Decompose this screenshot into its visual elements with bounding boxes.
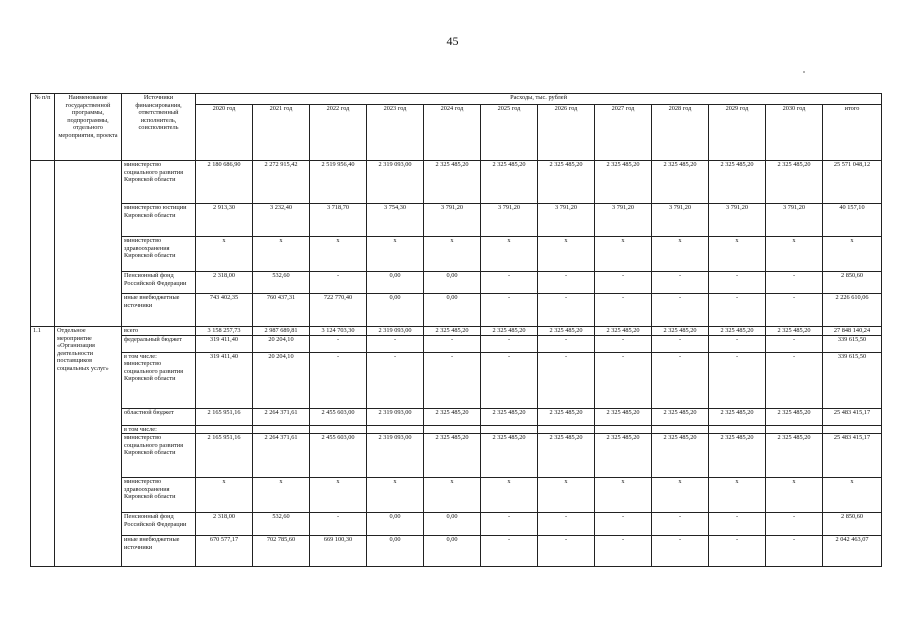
value-cell: 2 272 915,42 <box>253 161 310 204</box>
value-cell: х <box>196 237 253 272</box>
funding-source-cell: министерство здравоохранения Кировской области <box>122 478 196 513</box>
header-year: 2025 год <box>481 105 538 161</box>
funding-source-cell: в том числе: министерство социального развития Кировской области <box>122 352 196 408</box>
value-cell: х <box>481 478 538 513</box>
value-cell: 20 204,10 <box>253 335 310 352</box>
value-cell: - <box>595 352 652 408</box>
funding-source-cell: иные внебюджетные источники <box>122 294 196 327</box>
value-cell: 2 319 093,00 <box>367 434 424 478</box>
value-cell: - <box>310 513 367 536</box>
value-cell: 3 791,20 <box>424 204 481 237</box>
value-cell: - <box>310 335 367 352</box>
value-cell: 3 754,30 <box>367 204 424 237</box>
value-cell: - <box>709 335 766 352</box>
value-cell: - <box>709 513 766 536</box>
value-cell: 3 158 257,73 <box>196 327 253 336</box>
value-cell <box>367 425 424 434</box>
value-cell: х <box>652 237 709 272</box>
page-number: 45 <box>446 34 459 48</box>
value-cell <box>823 425 882 434</box>
value-cell <box>538 425 595 434</box>
value-cell: 27 848 140,24 <box>823 327 882 336</box>
funding-source-cell: Пенсионный фонд Российской Федерации <box>122 513 196 536</box>
value-cell: х <box>310 237 367 272</box>
value-cell: - <box>481 536 538 567</box>
value-cell <box>196 425 253 434</box>
value-cell <box>424 425 481 434</box>
value-cell: 3 791,20 <box>652 204 709 237</box>
value-cell: - <box>766 335 823 352</box>
value-cell: 339 615,50 <box>823 335 882 352</box>
value-cell: 2 913,30 <box>196 204 253 237</box>
value-cell: - <box>595 272 652 294</box>
value-cell: 25 571 048,12 <box>823 161 882 204</box>
value-cell: 2 325 485,20 <box>481 408 538 425</box>
value-cell: 2 325 485,20 <box>595 408 652 425</box>
value-cell <box>253 425 310 434</box>
value-cell <box>652 425 709 434</box>
value-cell: 2 325 485,20 <box>652 434 709 478</box>
value-cell: 2 226 610,06 <box>823 294 882 327</box>
value-cell: 532,60 <box>253 513 310 536</box>
scan-dot <box>803 71 805 73</box>
value-cell: 40 157,10 <box>823 204 882 237</box>
value-cell: 0,00 <box>424 294 481 327</box>
value-cell: 2 325 485,20 <box>538 161 595 204</box>
value-cell: х <box>253 478 310 513</box>
value-cell: - <box>709 352 766 408</box>
funding-source-cell: Пенсионный фонд Российской Федерации <box>122 272 196 294</box>
value-cell: 2 165 951,16 <box>196 434 253 478</box>
value-cell: 2 319 093,00 <box>367 408 424 425</box>
header-year: 2029 год <box>709 105 766 161</box>
value-cell: 2 325 485,20 <box>538 408 595 425</box>
value-cell: 2 264 371,61 <box>253 434 310 478</box>
value-cell: 25 483 415,17 <box>823 434 882 478</box>
value-cell <box>766 425 823 434</box>
value-cell: 0,00 <box>367 536 424 567</box>
value-cell: 760 437,31 <box>253 294 310 327</box>
value-cell: 2 325 485,20 <box>766 327 823 336</box>
value-cell: 0,00 <box>367 513 424 536</box>
funding-source-cell: министерство социального развития Кировской области <box>122 161 196 204</box>
value-cell: - <box>481 272 538 294</box>
value-cell: 2 325 485,20 <box>424 161 481 204</box>
value-cell: 2 264 371,61 <box>253 408 310 425</box>
value-cell: - <box>424 335 481 352</box>
header-expenses: Расходы, тыс. рублей <box>196 94 882 105</box>
funding-source-cell: иные внебюджетные источники <box>122 536 196 567</box>
value-cell: 532,60 <box>253 272 310 294</box>
value-cell: 0,00 <box>367 294 424 327</box>
header-year: 2027 год <box>595 105 652 161</box>
value-cell: - <box>766 536 823 567</box>
funding-source-cell: в том числе: <box>122 425 196 434</box>
value-cell: 670 577,17 <box>196 536 253 567</box>
value-cell: х <box>481 237 538 272</box>
value-cell: 2 325 485,20 <box>595 434 652 478</box>
value-cell: - <box>595 513 652 536</box>
value-cell: 2 325 485,20 <box>709 327 766 336</box>
value-cell: 2 325 485,20 <box>652 408 709 425</box>
row-number-cell <box>31 161 55 327</box>
value-cell: х <box>766 237 823 272</box>
value-cell: 25 483 415,17 <box>823 408 882 425</box>
table-row <box>31 536 882 567</box>
value-cell: 2 325 485,20 <box>766 434 823 478</box>
value-cell: 0,00 <box>424 513 481 536</box>
value-cell: - <box>766 513 823 536</box>
header-name: Наименование государственной программы, подпрограммы, отдельного мероприятия, проекта <box>55 94 122 161</box>
value-cell: 669 100,30 <box>310 536 367 567</box>
value-cell: х <box>196 478 253 513</box>
header-year: 2021 год <box>253 105 310 161</box>
value-cell: 2 325 485,20 <box>595 161 652 204</box>
table-row <box>31 513 882 536</box>
value-cell: - <box>538 536 595 567</box>
value-cell: 0,00 <box>367 272 424 294</box>
value-cell: 2 325 485,20 <box>709 408 766 425</box>
header-num: № п/п <box>31 94 55 161</box>
value-cell: 0,00 <box>424 536 481 567</box>
value-cell: х <box>538 237 595 272</box>
value-cell: 2 180 686,90 <box>196 161 253 204</box>
value-cell: 2 325 485,20 <box>709 161 766 204</box>
header-year: 2026 год <box>538 105 595 161</box>
value-cell: 2 325 485,20 <box>481 327 538 336</box>
header-year: 2030 год <box>766 105 823 161</box>
value-cell: х <box>823 237 882 272</box>
value-cell: - <box>652 335 709 352</box>
value-cell: - <box>595 294 652 327</box>
header-year: 2022 год <box>310 105 367 161</box>
budget-table <box>30 93 882 567</box>
value-cell: 2 319 093,00 <box>367 327 424 336</box>
value-cell: х <box>253 237 310 272</box>
value-cell: - <box>595 335 652 352</box>
value-cell: - <box>652 294 709 327</box>
value-cell: - <box>709 294 766 327</box>
header-year: 2024 год <box>424 105 481 161</box>
funding-source-cell: всего <box>122 327 196 336</box>
value-cell: 3 232,40 <box>253 204 310 237</box>
value-cell: - <box>652 536 709 567</box>
header-year: 2028 год <box>652 105 709 161</box>
value-cell: 3 791,20 <box>709 204 766 237</box>
header-year: 2023 год <box>367 105 424 161</box>
value-cell: 3 791,20 <box>538 204 595 237</box>
table-row <box>31 294 882 327</box>
value-cell: 2 850,60 <box>823 272 882 294</box>
value-cell: - <box>538 294 595 327</box>
table-row <box>31 434 882 478</box>
value-cell: 2 325 485,20 <box>652 327 709 336</box>
value-cell: 722 770,40 <box>310 294 367 327</box>
value-cell: - <box>709 272 766 294</box>
value-cell: - <box>652 352 709 408</box>
value-cell: х <box>424 478 481 513</box>
value-cell: 702 785,60 <box>253 536 310 567</box>
value-cell: 2 165 951,16 <box>196 408 253 425</box>
value-cell: 2 850,60 <box>823 513 882 536</box>
value-cell: 2 325 485,20 <box>481 161 538 204</box>
row-name-cell: Отдельное мероприятие «Организация деятельности поставщиков социальных услуг» <box>55 327 122 567</box>
value-cell: х <box>595 237 652 272</box>
header-source: Источники финансирования, ответственный исполнитель, соисполнитель <box>122 94 196 161</box>
value-cell: 2 318,00 <box>196 513 253 536</box>
value-cell: 3 791,20 <box>481 204 538 237</box>
value-cell: - <box>310 352 367 408</box>
value-cell: х <box>652 478 709 513</box>
value-cell: 3 791,20 <box>595 204 652 237</box>
table-row <box>31 327 882 336</box>
value-cell: - <box>538 352 595 408</box>
value-cell: 2 325 485,20 <box>595 327 652 336</box>
value-cell: 339 615,50 <box>823 352 882 408</box>
value-cell: 2 519 956,40 <box>310 161 367 204</box>
value-cell: 2 987 689,81 <box>253 327 310 336</box>
value-cell: 2 042 463,07 <box>823 536 882 567</box>
table-row <box>31 478 882 513</box>
value-cell: 2 325 485,20 <box>538 327 595 336</box>
value-cell: 2 325 485,20 <box>424 434 481 478</box>
funding-source-cell: федеральный бюджет <box>122 335 196 352</box>
value-cell: х <box>310 478 367 513</box>
value-cell: 2 325 485,20 <box>652 161 709 204</box>
value-cell: 2 325 485,20 <box>424 408 481 425</box>
funding-source-cell: министерство здравоохранения Кировской области <box>122 237 196 272</box>
table-row <box>31 335 882 352</box>
table-row <box>31 237 882 272</box>
value-cell: 3 124 703,30 <box>310 327 367 336</box>
value-cell <box>310 425 367 434</box>
value-cell: - <box>766 272 823 294</box>
value-cell: 2 325 485,20 <box>766 161 823 204</box>
value-cell: х <box>367 478 424 513</box>
value-cell: - <box>310 272 367 294</box>
value-cell: - <box>595 536 652 567</box>
value-cell: 2 325 485,20 <box>766 408 823 425</box>
value-cell: х <box>709 237 766 272</box>
value-cell: - <box>481 513 538 536</box>
value-cell: - <box>709 536 766 567</box>
table-row <box>31 425 882 434</box>
value-cell: 743 402,35 <box>196 294 253 327</box>
value-cell: - <box>424 352 481 408</box>
table-row <box>31 352 882 408</box>
value-cell: - <box>481 294 538 327</box>
funding-source-cell: областной бюджет <box>122 408 196 425</box>
funding-source-cell: министерство юстиции Кировской области <box>122 204 196 237</box>
value-cell <box>709 425 766 434</box>
value-cell: - <box>481 352 538 408</box>
value-cell: - <box>766 352 823 408</box>
value-cell: 0,00 <box>424 272 481 294</box>
value-cell: 2 325 485,20 <box>481 434 538 478</box>
value-cell: 2 455 603,00 <box>310 434 367 478</box>
value-cell: - <box>367 335 424 352</box>
value-cell: х <box>709 478 766 513</box>
value-cell: х <box>538 478 595 513</box>
value-cell: 3 718,70 <box>310 204 367 237</box>
value-cell <box>481 425 538 434</box>
table-row <box>31 204 882 237</box>
value-cell: 319 411,40 <box>196 352 253 408</box>
value-cell: - <box>538 272 595 294</box>
value-cell: 2 318,00 <box>196 272 253 294</box>
value-cell: - <box>766 294 823 327</box>
value-cell: 2 325 485,20 <box>709 434 766 478</box>
value-cell <box>595 425 652 434</box>
value-cell: 2 455 603,00 <box>310 408 367 425</box>
table-row <box>31 272 882 294</box>
value-cell: - <box>652 272 709 294</box>
value-cell: 3 791,20 <box>766 204 823 237</box>
value-cell: х <box>424 237 481 272</box>
header-year: 2020 год <box>196 105 253 161</box>
table-row <box>31 408 882 425</box>
value-cell: 319 411,40 <box>196 335 253 352</box>
value-cell: 2 319 093,00 <box>367 161 424 204</box>
row-name-cell <box>55 161 122 327</box>
value-cell: 2 325 485,20 <box>538 434 595 478</box>
value-cell: х <box>823 478 882 513</box>
value-cell: 20 204,10 <box>253 352 310 408</box>
funding-source-cell: министерство социального развития Кировской области <box>122 434 196 478</box>
value-cell: х <box>766 478 823 513</box>
value-cell: - <box>481 335 538 352</box>
value-cell: 2 325 485,20 <box>424 327 481 336</box>
value-cell: - <box>538 335 595 352</box>
table-row <box>31 161 882 204</box>
value-cell: - <box>538 513 595 536</box>
value-cell: х <box>367 237 424 272</box>
value-cell: - <box>652 513 709 536</box>
value-cell: - <box>367 352 424 408</box>
header-year: итого <box>823 105 882 161</box>
value-cell: х <box>595 478 652 513</box>
row-number-cell: 1.1 <box>31 327 55 567</box>
